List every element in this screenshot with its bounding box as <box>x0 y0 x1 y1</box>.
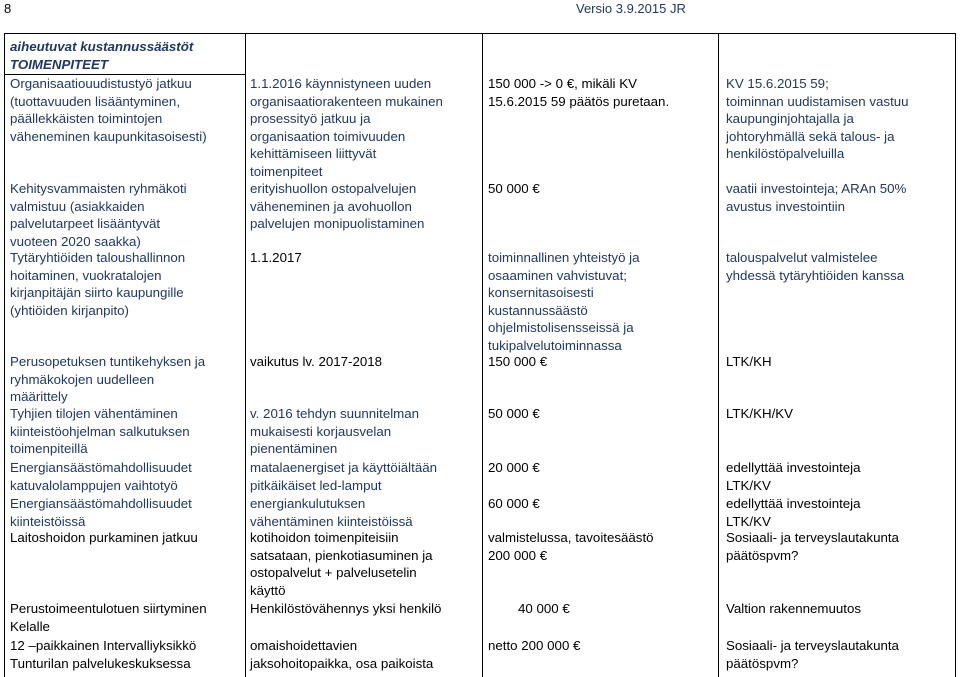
table-cell-col1 <box>10 249 185 319</box>
cell-line: Energiansäästömahdollisuudet <box>10 496 192 511</box>
cell-line: päätöspvm? <box>726 547 799 563</box>
cell-line: Sosiaali- ja terveyslautakunta <box>726 530 899 545</box>
cell-line: avustus investointiin <box>726 198 845 214</box>
table-cell-col2 <box>250 529 433 599</box>
col3-divider <box>718 33 719 677</box>
cell-line: mukaisesti korjausvelan <box>250 423 392 439</box>
table-cell-col2 <box>250 180 424 233</box>
cell-line: organisaation toimivuuden <box>250 128 406 144</box>
cell-line: väheneminen ja avohuollon <box>250 198 412 214</box>
cell-line: yhdessä tytäryhtiöiden kanssa <box>726 267 905 283</box>
table-cell-col4 <box>726 600 861 618</box>
col2-divider <box>482 33 483 677</box>
cell-line: kehittämiseen liittyvät <box>250 146 377 161</box>
cell-line: 50 000 € <box>488 406 540 421</box>
table-cell-col4 <box>726 75 909 163</box>
cell-line: Kelalle <box>10 618 50 634</box>
table-cell-col1 <box>10 600 207 635</box>
cell-line: LTK/KH <box>726 354 772 369</box>
table-cell-col4 <box>726 180 906 215</box>
cell-line: osaaminen vahvistuvat; <box>488 267 627 283</box>
cell-line: matalaenergiset ja käyttöiältään <box>250 460 438 475</box>
table-cell-col3 <box>488 180 540 198</box>
table-left-border <box>4 33 5 677</box>
cell-line: Valtion rakennemuutos <box>726 601 862 616</box>
table-top-border <box>4 33 956 34</box>
table-cell-col4 <box>726 529 899 564</box>
cell-line: 15.6.2015 59 päätös puretaan. <box>488 93 670 109</box>
table-cell-col4 <box>726 637 899 672</box>
table-cell-col1 <box>10 405 190 458</box>
cell-line: 20 000 € <box>488 460 540 475</box>
table-cell-col2 <box>250 75 443 180</box>
table-cell-col3 <box>488 353 547 371</box>
cell-line: Perustoimeentulotuen siirtyminen <box>10 601 207 616</box>
table-cell-col4 <box>726 353 772 371</box>
cell-line: kiinteistöohjelman salkutuksen <box>10 423 190 439</box>
cell-line: 40 000 € <box>518 601 570 616</box>
cell-line: vaikutus lv. 2017-2018 <box>250 354 383 369</box>
cell-line: Perusopetuksen tuntikehyksen ja <box>10 354 206 369</box>
cell-line: kotihoidon toimenpiteisiin <box>250 530 399 545</box>
table-cell-col4 <box>726 249 904 284</box>
cell-line: toimenpiteet <box>250 163 323 179</box>
cell-line: tukipalvelutoiminnassa <box>488 337 622 353</box>
cell-line: talouspalvelut valmistelee <box>726 250 878 265</box>
cell-line: Henkilöstövähennys yksi henkilö <box>250 601 442 616</box>
cell-line: LTK/KH/KV <box>726 406 793 421</box>
table-cell-col1 <box>10 529 198 547</box>
version-label: Versio 3.9.2015 JR <box>576 1 686 16</box>
table-cell-col3 <box>488 75 669 110</box>
table-cell-col2 <box>250 353 382 371</box>
cell-line: henkilöstöpalveluilla <box>726 146 845 161</box>
table-cell-col4 <box>726 459 861 494</box>
cell-line: pienentäminen <box>250 441 338 456</box>
cell-line: LTK/KV <box>726 477 771 493</box>
cell-line: kaupunginjohtajalla ja <box>726 111 854 126</box>
cell-line: v. 2016 tehdyn suunnitelman <box>250 406 420 421</box>
cell-line: vuoteen 2020 saakka) <box>10 233 141 249</box>
cell-line: väheneminen kaupunkitasoisesti) <box>10 128 207 144</box>
cell-line: (yhtiöiden kirjanpito) <box>10 302 129 318</box>
table-cell-col1 <box>10 637 196 672</box>
cell-line: KV 15.6.2015 59; <box>726 76 829 91</box>
cell-line: Organisaatiouudistustyö jatkuu <box>10 76 192 91</box>
table-cell-col3 <box>488 249 640 354</box>
header-measures: TOIMENPITEET <box>10 57 109 72</box>
cell-line: päätöspvm? <box>726 655 799 671</box>
table-cell-col1 <box>10 75 207 145</box>
page-number: 8 <box>4 1 12 16</box>
table-cell-col2 <box>250 249 302 267</box>
cell-line: konsernitasoisesti <box>488 285 594 300</box>
cell-line: vaatii investointeja; ARAn 50% <box>726 181 907 196</box>
table-cell-col3 <box>488 529 654 564</box>
cell-line: kirjanpitäjän siirto kaupungille <box>10 285 184 300</box>
cell-line: 150 000 -> 0 €, mikäli KV <box>488 76 637 91</box>
cell-line: satsataan, pienkotiasuminen ja <box>250 547 433 563</box>
table-right-border <box>955 33 956 677</box>
cell-line: palvelutarpeet lisääntyvät <box>10 216 161 231</box>
table-cell-col4 <box>726 495 861 530</box>
cell-line: Energiansäästömahdollisuudet <box>10 460 192 475</box>
cell-line: 200 000 € <box>488 547 548 563</box>
cell-line: netto 200 000 € <box>488 638 581 653</box>
cell-line: 50 000 € <box>488 181 540 196</box>
cell-line: prosessityö jatkuu ja <box>250 111 371 126</box>
cell-line: katuvalolamppujen vaihtotyö <box>10 477 178 493</box>
cell-line: 1.1.2017 <box>250 250 302 265</box>
cell-line: edellyttää investointeja <box>726 460 861 475</box>
table-cell-col1 <box>10 495 192 530</box>
header-cost-savings: aiheutuvat kustannussäästöt <box>10 39 194 54</box>
cell-line: valmistuu (asiakkaiden <box>10 198 145 214</box>
cell-line: hoitaminen, vuokratalojen <box>10 267 162 283</box>
table-cell-col3 <box>488 495 540 513</box>
cell-line: 1.1.2016 käynnistyneen uuden <box>250 76 432 91</box>
cell-line: kustannussäästö <box>488 302 588 318</box>
cell-line: Tytäryhtiöiden taloushallinnon <box>10 250 186 265</box>
cell-line: 60 000 € <box>488 496 540 511</box>
cell-line: Tunturilan palvelukeskuksessa <box>10 655 191 671</box>
cell-line: omaishoidettavien <box>250 638 358 653</box>
cell-line: erityishuollon ostopalvelujen <box>250 181 417 196</box>
table-cell-col2 <box>250 637 433 672</box>
table-cell-col1 <box>10 353 205 406</box>
cell-line: Sosiaali- ja terveyslautakunta <box>726 638 899 653</box>
cell-line: ohjelmistolisensseissä ja <box>488 320 634 335</box>
table-cell-col4 <box>726 405 793 423</box>
table-cell-col2 <box>250 495 413 530</box>
cell-line: toiminnallinen yhteistyö ja <box>488 250 640 265</box>
cell-line: energiankulutuksen <box>250 496 366 511</box>
table-cell-col3 <box>488 637 580 655</box>
cell-line: 150 000 € <box>488 354 548 369</box>
col1-divider <box>245 33 246 677</box>
cell-line: pitkäikäiset led-lamput <box>250 477 382 493</box>
table-cell-col2 <box>250 459 437 494</box>
cell-line: Kehitysvammaisten ryhmäkoti <box>10 181 187 196</box>
cell-line: päällekkäisten toimintojen <box>10 111 163 126</box>
table-cell-col2 <box>250 600 441 618</box>
cell-line: käyttö <box>250 582 286 598</box>
cell-line: valmistelussa, tavoitesäästö <box>488 530 654 545</box>
cell-line: toimenpiteillä <box>10 441 88 456</box>
cell-line: määrittely <box>10 389 68 404</box>
table-cell-col1 <box>10 459 192 494</box>
cell-line: Tyhjien tilojen vähentäminen <box>10 406 178 421</box>
cell-line: ryhmäkokojen uudelleen <box>10 371 155 387</box>
cell-line: LTK/KV <box>726 513 771 529</box>
table-cell-col3 <box>488 405 540 423</box>
cell-line: kiinteistöissä <box>10 513 86 529</box>
cell-line: edellyttää investointeja <box>726 496 861 511</box>
cell-line: johtoryhmällä sekä talous- ja <box>726 128 895 144</box>
cell-line: ostopalvelut + palvelusetelin <box>250 565 417 580</box>
table-cell-col3 <box>518 600 570 618</box>
cell-line: organisaatiorakenteen mukainen <box>250 93 443 109</box>
cell-line: palvelujen monipuolistaminen <box>250 216 425 231</box>
cell-line: jaksohoitopaikka, osa paikoista <box>250 655 434 671</box>
cell-line: vähentäminen kiinteistöissä <box>250 513 413 529</box>
cell-line: toiminnan uudistamisen vastuu <box>726 93 909 109</box>
cell-line: (tuottavuuden lisääntyminen, <box>10 93 181 109</box>
table-cell-col1 <box>10 180 187 250</box>
cell-line: Laitoshoidon purkaminen jatkuu <box>10 530 198 545</box>
table-cell-col2 <box>250 405 419 458</box>
cell-line: 12 –paikkainen Intervalliyksikkö <box>10 638 197 653</box>
table-cell-col3 <box>488 459 540 477</box>
